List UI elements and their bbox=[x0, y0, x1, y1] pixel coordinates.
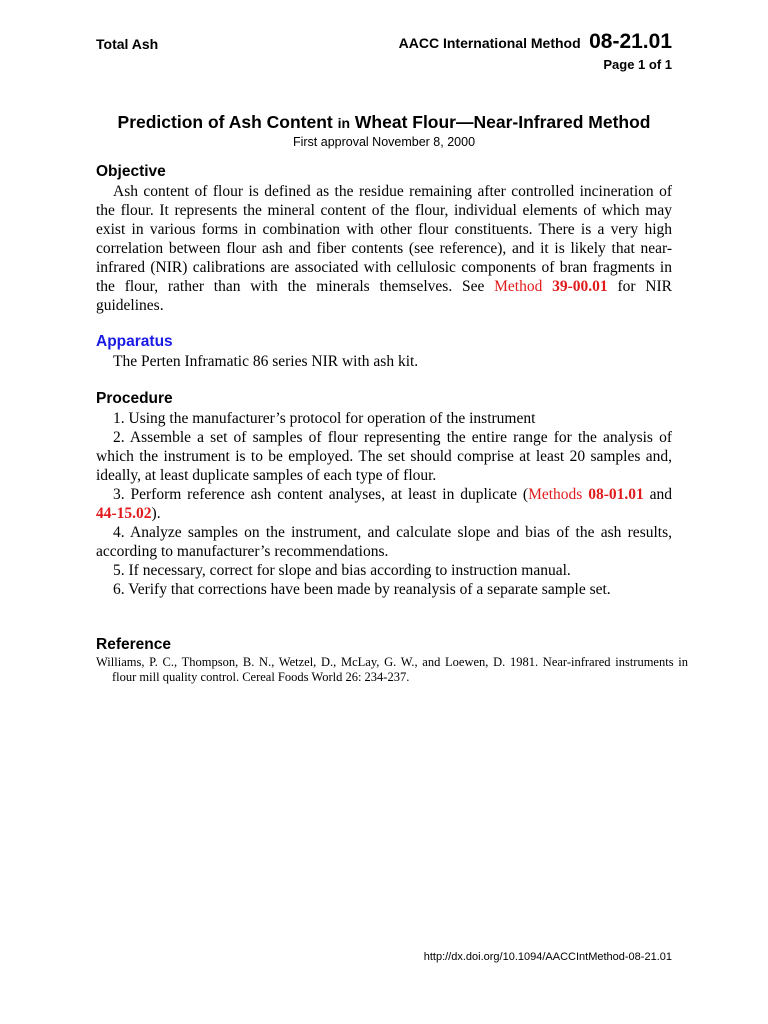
procedure-step-6: 6. Verify that corrections have been made by reanalysis of a separate sample set. bbox=[113, 581, 611, 598]
method-link-08-01-01[interactable]: 08-01.01 bbox=[588, 486, 644, 503]
procedure-section bbox=[96, 409, 672, 599]
step-3-and: and bbox=[643, 486, 672, 503]
objective-text-end: for NIR guidelines. bbox=[96, 278, 672, 314]
step-3-end: ). bbox=[151, 505, 161, 522]
document-title bbox=[96, 112, 672, 133]
methods-link-word[interactable]: Methods bbox=[528, 486, 583, 503]
method-link-word[interactable]: Method bbox=[494, 278, 543, 295]
apparatus-text: The Perten Inframatic 86 series NIR with ash kit. bbox=[113, 353, 419, 370]
reference-citation: Williams, P. C., Thompson, B. N., Wetzel, D., McLay, G. W., and Loewen, D. 1981. Near-infrared instruments in flour mill quality control. Cereal Foods World 26: 234-237. bbox=[96, 655, 688, 684]
header-method bbox=[399, 30, 672, 54]
procedure-step-5: 5. If necessary, correct for slope and bias according to instruction manual. bbox=[113, 562, 571, 579]
title-part-1: Prediction of Ash Content bbox=[117, 112, 338, 132]
procedure-step-1: 1. Using the manufacturer’s protocol for operation of the instrument bbox=[113, 410, 536, 427]
procedure-step-3 bbox=[96, 485, 672, 523]
objective-section bbox=[96, 182, 672, 315]
header-method-number: 08-21.01 bbox=[589, 30, 672, 53]
apparatus-section bbox=[96, 352, 672, 371]
method-link-44-15-02[interactable]: 44-15.02 bbox=[96, 505, 152, 522]
step-3-text: 3. Perform reference ash content analyses, at least in duplicate ( bbox=[113, 486, 529, 503]
doi-link[interactable]: http://dx.doi.org/10.1094/AACCIntMethod-08-21.01 bbox=[423, 951, 672, 963]
header-method-label: AACC International Method bbox=[398, 35, 581, 51]
title-part-3: Wheat Flour—Near-Infrared Method bbox=[350, 112, 651, 132]
page-number: Page 1 of 1 bbox=[603, 57, 672, 72]
method-link-39-00-01[interactable]: 39-00.01 bbox=[552, 278, 608, 295]
objective-paragraph bbox=[96, 182, 672, 315]
objective-text: Ash content of flour is defined as the residue remaining after controlled incineration of the flour. It represents the mineral content of the flour, individual elements of which may exist in various forms in combination with other flour constituents. There is a very high correlation between flour ash and fiber contents (see reference), and it is likely that near-infrared (NIR) calibrations are associated with cellulosic components of bran fragments in the flour, rather than with the minerals themselves. See bbox=[96, 183, 672, 295]
header-section-name: Total Ash bbox=[96, 36, 159, 52]
procedure-step-4: 4. Analyze samples on the instrument, and calculate slope and bias of the ash results, according to manufacturer’s recommendations. bbox=[96, 524, 672, 560]
apparatus-heading[interactable]: Apparatus bbox=[96, 333, 173, 350]
approval-date: First approval November 8, 2000 bbox=[292, 135, 476, 149]
procedure-step-2: 2. Assemble a set of samples of flour representing the entire range for the analysis of which the instrument is to be employed. The set should comprise at least 20 samples and, ideally, at least duplicate samples of each type of flour. bbox=[96, 429, 672, 484]
reference-heading: Reference bbox=[96, 636, 171, 653]
title-part-2: in bbox=[337, 115, 351, 131]
objective-heading: Objective bbox=[96, 163, 166, 180]
procedure-heading: Procedure bbox=[96, 390, 173, 407]
